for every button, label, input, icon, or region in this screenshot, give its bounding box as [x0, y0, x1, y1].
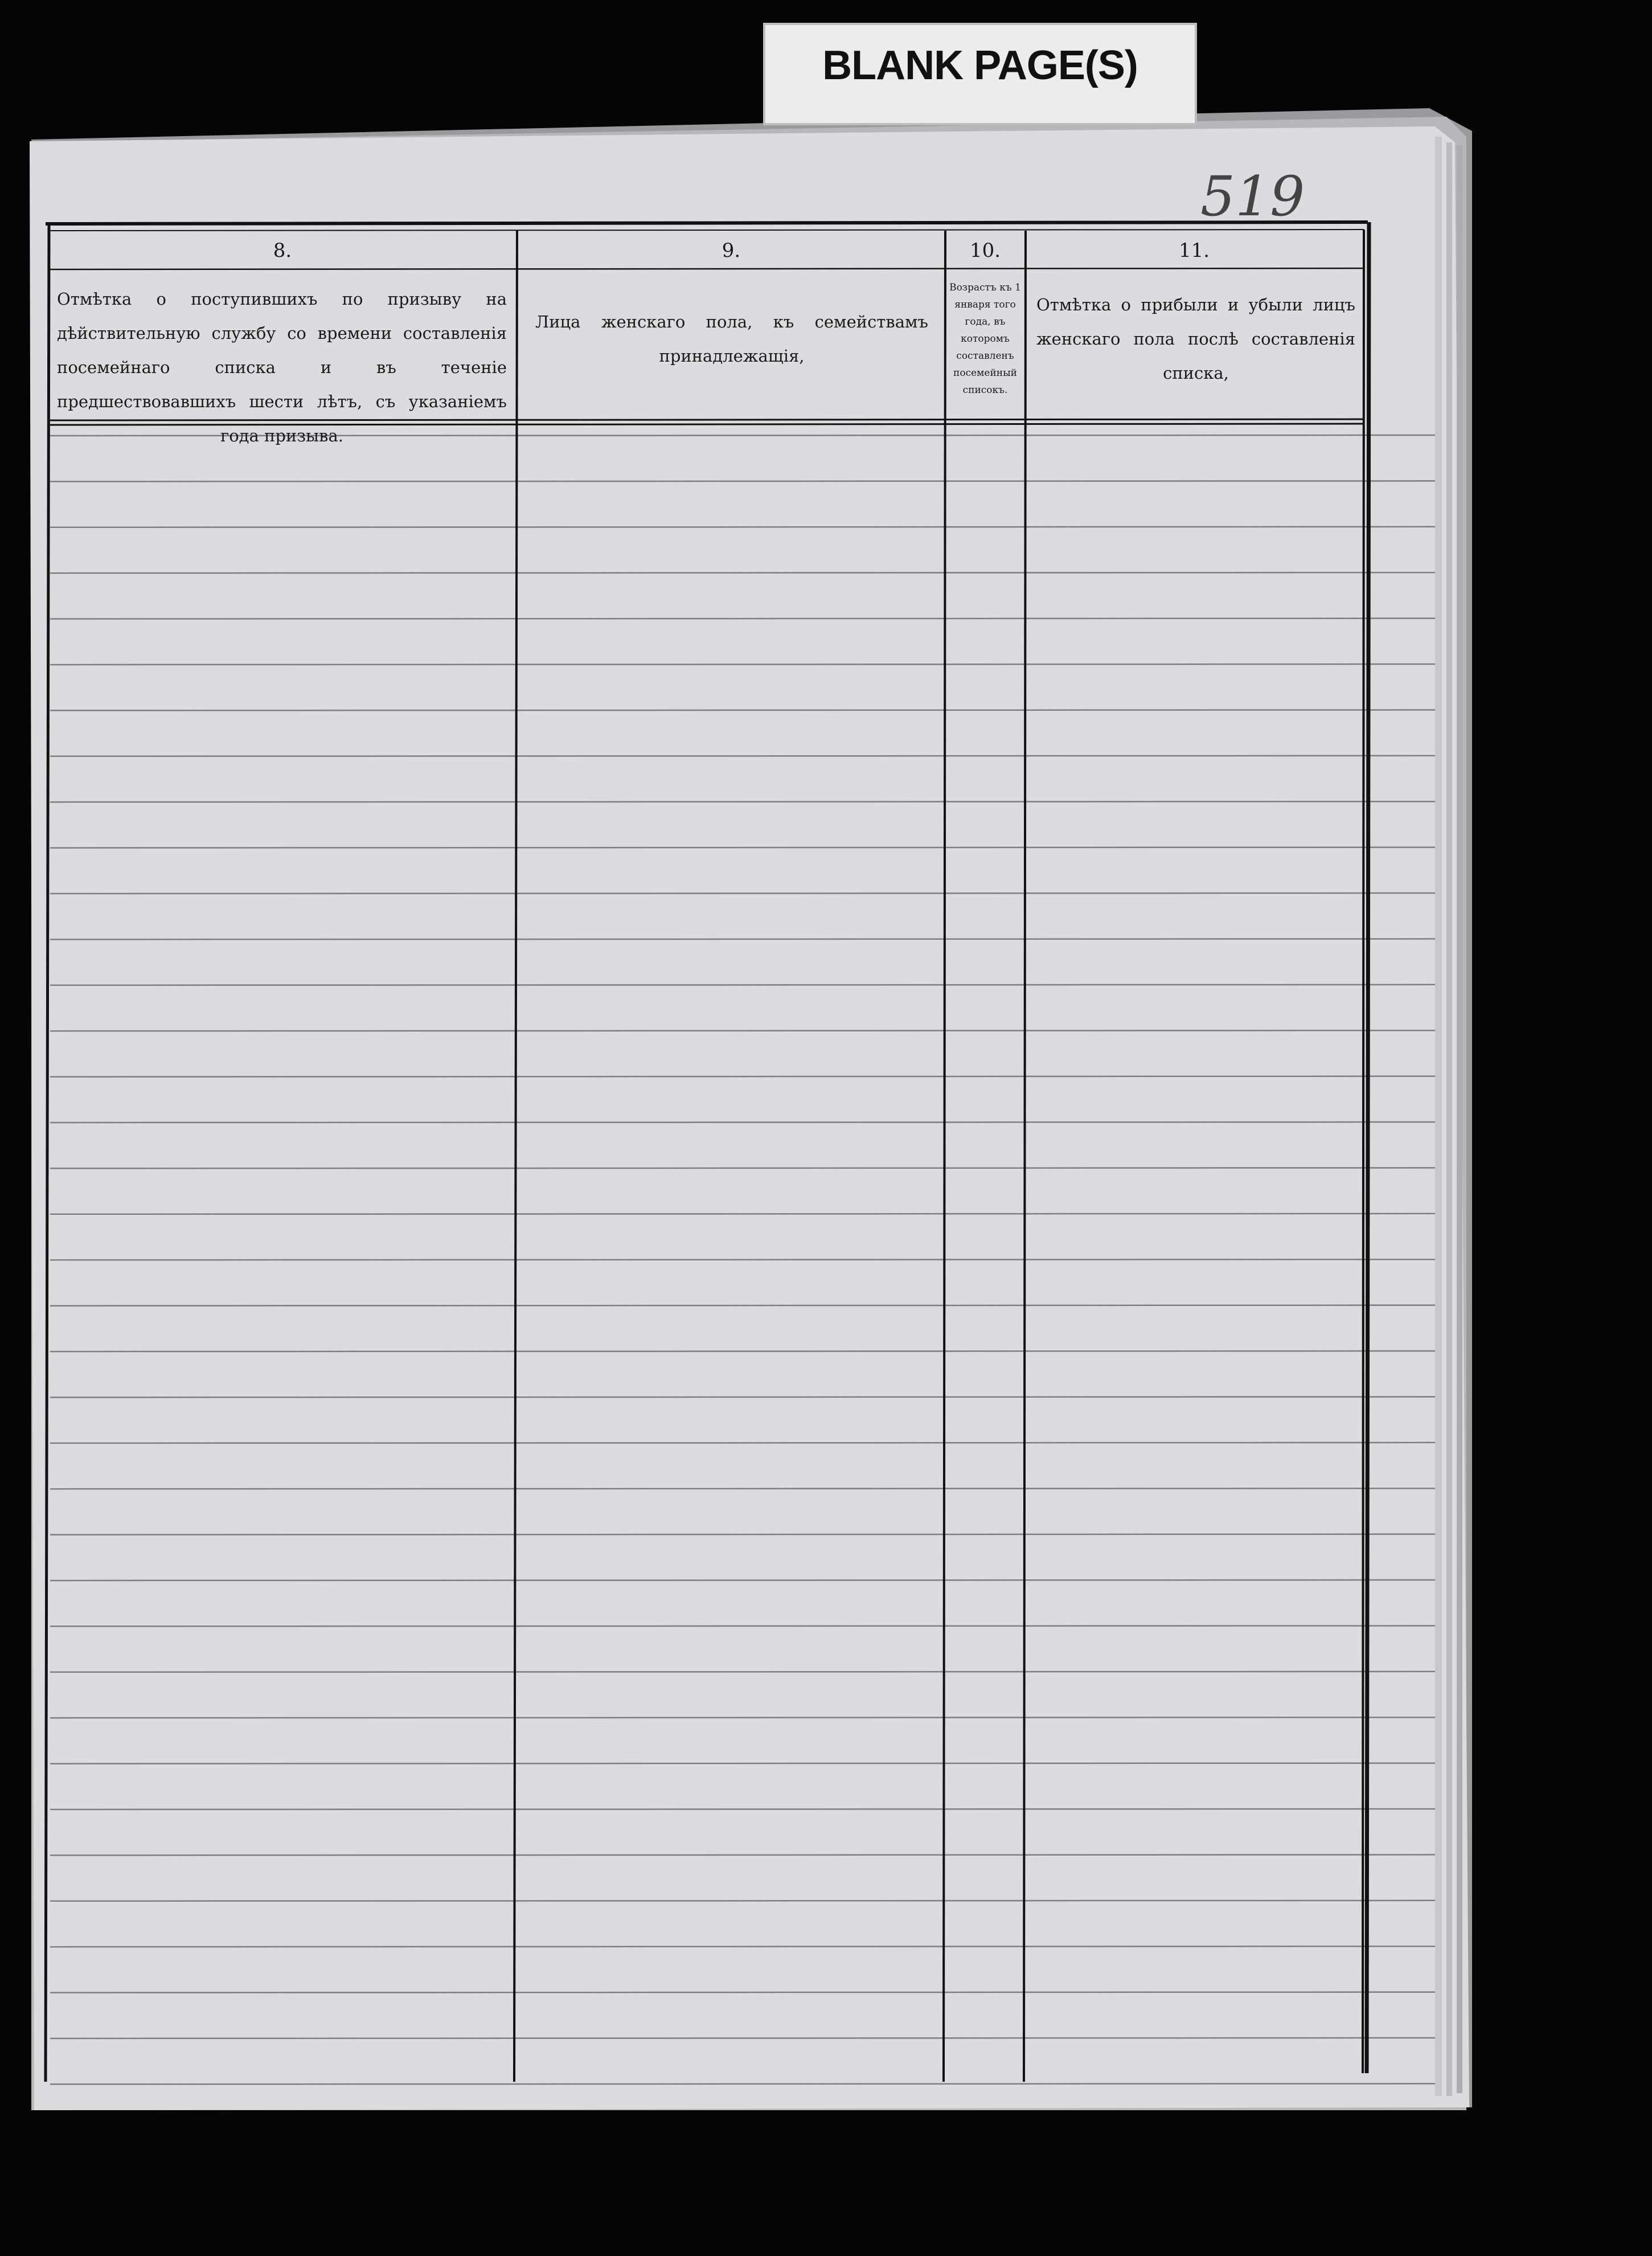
row-rule [50, 1717, 1435, 1718]
row-rule [50, 1488, 1435, 1489]
page-strip [1457, 145, 1462, 2093]
column-11-number: 11. [1178, 239, 1210, 262]
column-11-header: Отмѣтка о прибыли и убыли лицъ женскаго пола послѣ составленія списка, [1036, 295, 1355, 383]
right-border [1363, 230, 1364, 2073]
blank-page-stamp [763, 23, 1197, 125]
right-border-thick [1367, 222, 1369, 2073]
column-10-number: 10. [969, 239, 1001, 262]
row-rule [50, 1076, 1435, 1077]
row-rule [50, 1763, 1435, 1764]
row-rule [50, 1305, 1435, 1306]
row-rule [50, 1992, 1435, 1993]
page-strip [1446, 142, 1452, 2096]
page-strip [1435, 137, 1442, 2096]
folio-number: 519 [1200, 165, 1305, 228]
row-rule [50, 847, 1435, 848]
column-10-header: Возрастъ къ 1 января того года, въ которомъ составленъ посемейный списокъ. [949, 282, 1021, 396]
row-rule [50, 801, 1435, 802]
row-rule [50, 893, 1435, 894]
top-rule [46, 222, 1368, 224]
stamp-text: BLANK PAGE(S) [822, 43, 1138, 88]
row-rule [50, 1580, 1435, 1581]
row-rule [50, 664, 1435, 665]
row-rule [50, 1854, 1435, 1855]
column-9-number: 9. [722, 239, 741, 262]
row-rule [50, 572, 1435, 573]
row-rule [50, 1030, 1435, 1031]
row-rule [50, 1259, 1435, 1260]
row-rule [50, 1122, 1435, 1123]
column-8-header: Отмѣтка о поступившихъ по призыву на дѣйствительную службу со времени составленія посемейнаго списка и въ теченіе предшествовавшихъ шести лѣтъ, съ указаніемъ года призыва. [57, 289, 507, 445]
row-rule [50, 1351, 1435, 1352]
column-8-number: 8. [273, 239, 292, 262]
row-rule [50, 1946, 1435, 1947]
row-rule [50, 1534, 1435, 1535]
column-9-header: Лица женскаго пола, къ семействамъ принадлежащія, [535, 312, 928, 366]
row-rule [50, 2083, 1435, 2084]
